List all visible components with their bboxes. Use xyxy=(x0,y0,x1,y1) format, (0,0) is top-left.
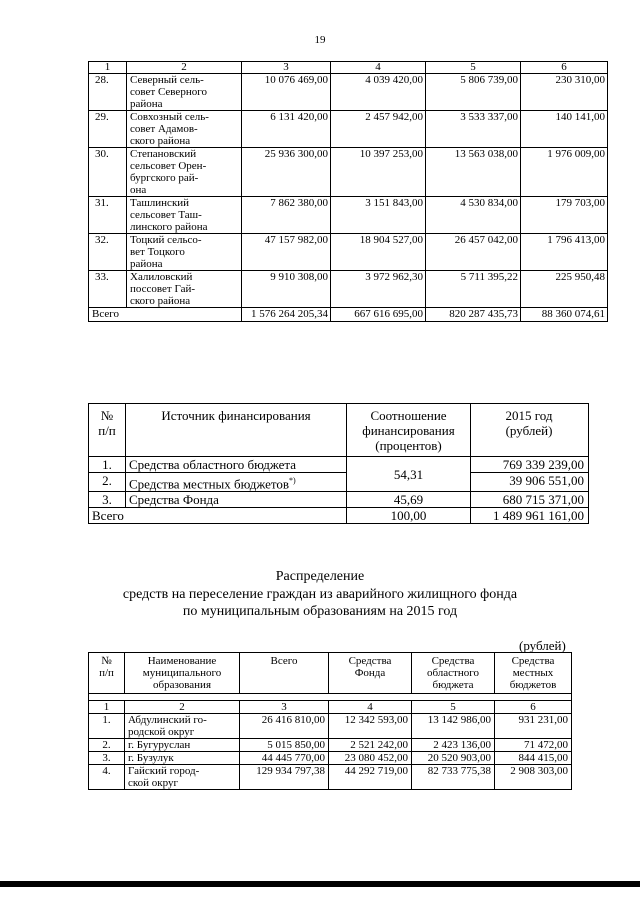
page-number: 19 xyxy=(314,34,326,46)
table-row xyxy=(89,739,572,752)
total-ratio: 100,00 xyxy=(347,508,471,524)
row-municipality: Абдулинский го- родской округ xyxy=(125,714,240,739)
row-total: 7 862 380,00 xyxy=(242,197,331,234)
table-row xyxy=(89,492,589,508)
row-fund: 4 039 420,00 xyxy=(331,74,426,111)
row-municipality: Совхозный сель- совет Адамов- ского района xyxy=(127,111,242,148)
row-total: 9 910 308,00 xyxy=(242,271,331,308)
row-number: 2. xyxy=(89,473,126,492)
col-index-4: 4 xyxy=(331,62,426,74)
section-heading-line: по муниципальным образованиям на 2015 год xyxy=(182,604,458,619)
col-index-1: 1 xyxy=(89,62,127,74)
unit-label: (рублей) xyxy=(519,638,566,653)
row-ratio: 45,69 xyxy=(347,492,471,508)
row-fund: 18 904 527,00 xyxy=(331,234,426,271)
row-source-text: Средства местных бюджетов xyxy=(129,476,290,492)
row-local: 71 472,00 xyxy=(495,739,572,752)
header-local: Средства местных бюджетов xyxy=(495,653,572,694)
merged-ratio: 54,31 xyxy=(347,457,471,492)
row-fund: 44 292 719,00 xyxy=(329,765,412,790)
row-municipality: Ташлинский сельсовет Таш- линского района xyxy=(127,197,242,234)
row-local: 225 950,48 xyxy=(521,271,608,308)
col-index-3: 3 xyxy=(240,701,329,714)
row-local: 2 908 303,00 xyxy=(495,765,572,790)
row-fund: 2 457 942,00 xyxy=(331,111,426,148)
header-ratio: Соотношение финансирования (процентов) xyxy=(347,404,471,457)
col-index-6: 6 xyxy=(521,62,608,74)
row-local: 179 703,00 xyxy=(521,197,608,234)
footnote-mark: *) xyxy=(289,476,296,485)
header-fund: Средства Фонда xyxy=(329,653,412,694)
row-regional: 3 533 337,00 xyxy=(426,111,521,148)
row-value: 680 715 371,00 xyxy=(471,492,589,508)
row-number: 32. xyxy=(89,234,127,271)
row-local: 931 231,00 xyxy=(495,714,572,739)
table-row xyxy=(89,271,608,308)
column-index-row xyxy=(89,701,572,714)
row-regional: 20 520 903,00 xyxy=(412,752,495,765)
row-municipality: Гайский город- ской округ xyxy=(125,765,240,790)
row-fund: 23 080 452,00 xyxy=(329,752,412,765)
row-regional: 13 563 038,00 xyxy=(426,148,521,197)
table-row xyxy=(89,74,608,111)
row-fund: 10 397 253,00 xyxy=(331,148,426,197)
row-regional: 2 423 136,00 xyxy=(412,739,495,752)
table-row xyxy=(89,752,572,765)
row-fund: 3 972 962,30 xyxy=(331,271,426,308)
row-regional: 5 711 395,22 xyxy=(426,271,521,308)
row-value: 39 906 551,00 xyxy=(471,473,589,492)
row-number: 1. xyxy=(89,457,126,473)
total-label: Всего xyxy=(89,508,347,524)
row-fund: 3 151 843,00 xyxy=(331,197,426,234)
row-value: 769 339 239,00 xyxy=(471,457,589,473)
row-total: 10 076 469,00 xyxy=(242,74,331,111)
row-total: 129 934 797,38 xyxy=(240,765,329,790)
total-cell: 820 287 435,73 xyxy=(426,308,521,322)
total-cell: 667 616 695,00 xyxy=(331,308,426,322)
table-total-row xyxy=(89,508,589,524)
row-number: 1. xyxy=(89,714,125,739)
section-heading-title: Распределение xyxy=(275,569,365,584)
row-municipality: Степановский сельсовет Орен- бургского рай- она xyxy=(127,148,242,197)
gap-cell xyxy=(89,694,572,701)
row-number: 3. xyxy=(89,492,126,508)
total-label: Всего xyxy=(89,308,242,322)
row-number: 3. xyxy=(89,752,125,765)
distribution-table xyxy=(88,652,572,790)
row-regional: 4 530 834,00 xyxy=(426,197,521,234)
row-municipality: Халиловский поссовет Гай- ского района xyxy=(127,271,242,308)
total-cell: 88 360 074,61 xyxy=(521,308,608,322)
header-source: Источник финансирования xyxy=(126,404,347,457)
header-regional: Средства областного бюджета xyxy=(412,653,495,694)
row-number: 2. xyxy=(89,739,125,752)
row-regional: 26 457 042,00 xyxy=(426,234,521,271)
header-number: № п/п xyxy=(89,404,126,457)
col-index-3: 3 xyxy=(242,62,331,74)
table-row xyxy=(89,197,608,234)
row-source: Средства Фонда xyxy=(126,492,347,508)
row-source: Средства областного бюджета xyxy=(126,457,347,473)
row-number: 4. xyxy=(89,765,125,790)
header-number: № п/п xyxy=(89,653,125,694)
row-regional: 13 142 986,00 xyxy=(412,714,495,739)
row-fund: 2 521 242,00 xyxy=(329,739,412,752)
row-local: 230 310,00 xyxy=(521,74,608,111)
row-local: 1 976 009,00 xyxy=(521,148,608,197)
header-year: 2015 год (рублей) xyxy=(471,404,589,457)
row-number: 30. xyxy=(89,148,127,197)
table-header-row xyxy=(89,404,589,457)
row-municipality: Тоцкий сельсо- вет Тоцкого района xyxy=(127,234,242,271)
header-total: Всего xyxy=(240,653,329,694)
section-heading-line: средств на переселение граждан из аварийного жилищного фонда xyxy=(122,587,518,602)
table-row xyxy=(89,765,572,790)
table-row xyxy=(89,473,589,492)
row-regional: 5 806 739,00 xyxy=(426,74,521,111)
row-total: 44 445 770,00 xyxy=(240,752,329,765)
row-fund: 12 342 593,00 xyxy=(329,714,412,739)
col-index-2: 2 xyxy=(125,701,240,714)
financing-sources-table xyxy=(88,403,589,524)
funding-table-continued xyxy=(88,61,608,322)
table-header-row xyxy=(89,62,608,74)
table-row xyxy=(89,457,589,473)
row-municipality: г. Бугуруслан xyxy=(125,739,240,752)
row-total: 6 131 420,00 xyxy=(242,111,331,148)
table-row xyxy=(89,111,608,148)
row-number: 31. xyxy=(89,197,127,234)
total-value: 1 489 961 161,00 xyxy=(471,508,589,524)
col-index-5: 5 xyxy=(412,701,495,714)
row-municipality: г. Бузулук xyxy=(125,752,240,765)
row-regional: 82 733 775,38 xyxy=(412,765,495,790)
header-name: Наименование муниципального образования xyxy=(125,653,240,694)
row-number: 33. xyxy=(89,271,127,308)
col-index-2: 2 xyxy=(127,62,242,74)
table-row xyxy=(89,234,608,271)
table-row xyxy=(89,148,608,197)
row-local: 140 141,00 xyxy=(521,111,608,148)
table-row xyxy=(89,714,572,739)
row-local: 1 796 413,00 xyxy=(521,234,608,271)
table-gap-row xyxy=(89,694,572,701)
row-source xyxy=(126,473,347,492)
table-header-row xyxy=(89,653,572,694)
total-cell: 1 576 264 205,34 xyxy=(242,308,331,322)
row-number: 29. xyxy=(89,111,127,148)
col-index-4: 4 xyxy=(329,701,412,714)
bottom-rule xyxy=(0,881,640,887)
row-number: 28. xyxy=(89,74,127,111)
col-index-1: 1 xyxy=(89,701,125,714)
table-total-row xyxy=(89,308,608,322)
row-municipality: Северный сель- совет Северного района xyxy=(127,74,242,111)
col-index-5: 5 xyxy=(426,62,521,74)
row-total: 5 015 850,00 xyxy=(240,739,329,752)
row-local: 844 415,00 xyxy=(495,752,572,765)
row-total: 25 936 300,00 xyxy=(242,148,331,197)
col-index-6: 6 xyxy=(495,701,572,714)
row-total: 47 157 982,00 xyxy=(242,234,331,271)
row-total: 26 416 810,00 xyxy=(240,714,329,739)
